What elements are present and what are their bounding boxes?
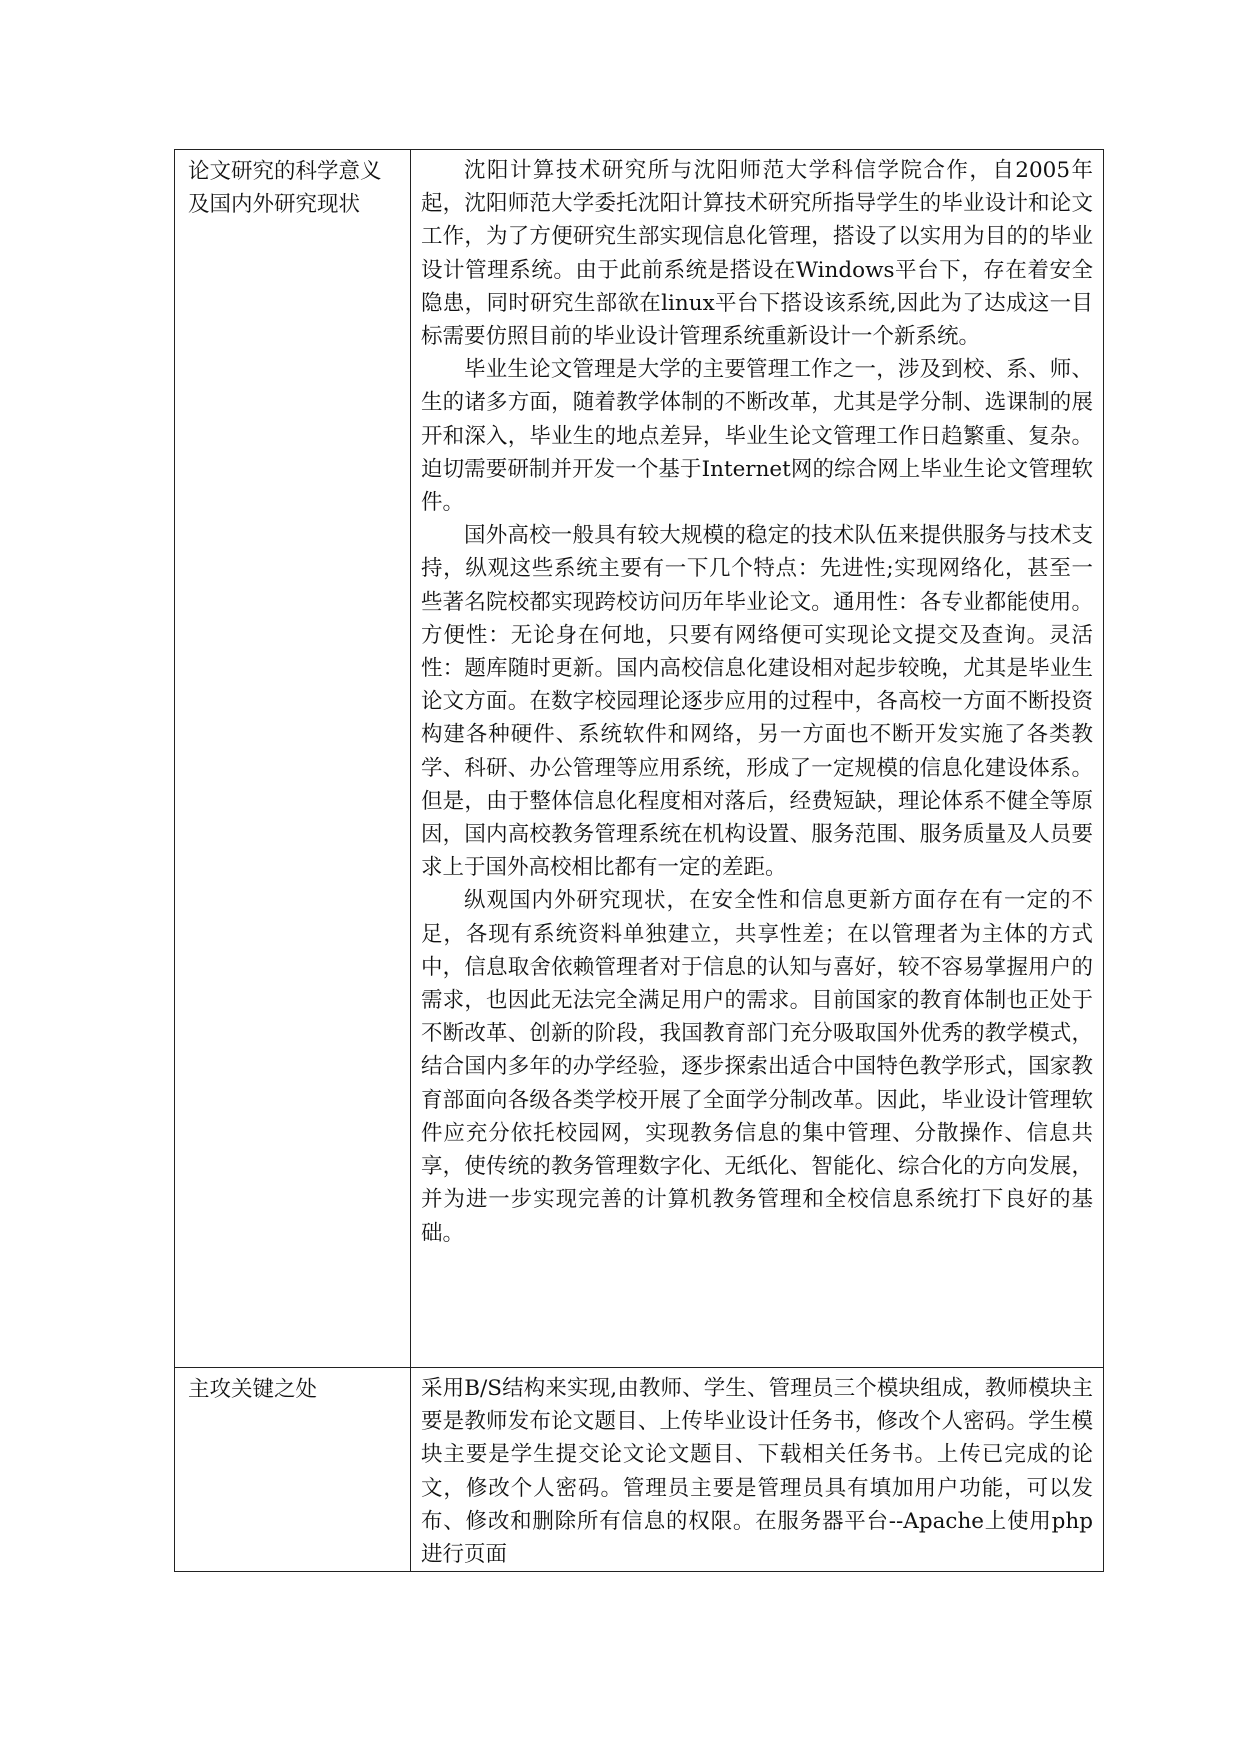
row-label-cell — [175, 150, 411, 1368]
paragraph: 国外高校一般具有较大规模的稳定的技术队伍来提供服务与技术支持，纵观这些系统主要有一下几个特点：先进性;实现网络化，甚至一些著名院校都实现跨校访问历年毕业论文。通用性：各专业都能使用。方便性：无论身在何地，只要有网络便可实现论文提交及查询。灵活性：题库随时更新。国内高校信息化建设相对起步较晚，尤其是毕业生论文方面。在数字校园理论逐步应用的过程中，各高校一方面不断投资构建各种硬件、系统软件和网络，另一方面也不断开发实施了各类教学、科研、办公管理等应用系统，形成了一定规模的信息化建设体系。但是，由于整体信息化程度相对落后，经费短缺，理论体系不健全等原因，国内高校教务管理系统在机构设置、服务范围、服务质量及人员要求上于国外高校相比都有一定的差距。 — [421, 523, 1093, 881]
paragraph: 采用B/S结构来实现,由教师、学生、管理员三个模块组成，教师模块主要是教师发布论文题目、上传毕业设计任务书，修改个人密码。学生模块主要是学生提交论文论文题目、下载相关任务书。上传已完成的论文，修改个人密码。管理员主要是管理员具有填加用户功能，可以发布、修改和删除所有信息的权限。在服务器平台--Apache上使用php进行页面 — [421, 1376, 1093, 1568]
paragraph: 纵观国内外研究现状，在安全性和信息更新方面存在有一定的不足，各现有系统资料单独建立，共享性差；在以管理者为主体的方式中，信息取舍依赖管理者对于信息的认知与喜好，较不容易掌握用户的需求，也因此无法完全满足用户的需求。目前国家的教育体制也正处于不断改革、创新的阶段，我国教育部门充分吸取国外优秀的教学模式，结合国内多年的办学经验，逐步探索出适合中国特色教学形式，国家教育部面向各级各类学校开展了全面学分制改革。因此，毕业设计管理软件应充分依托校园网，实现教务信息的集中管理、分散操作、信息共享，使传统的教务管理数字化、无纸化、智能化、综合化的方向发展，并为进一步实现完善的计算机教务管理和全校信息系统打下良好的基础。 — [421, 888, 1093, 1246]
row-label-cell — [175, 1368, 411, 1572]
table-row-research-significance — [175, 150, 1104, 1368]
row-label: 论文研究的科学意义及国内外研究现状 — [188, 159, 382, 217]
row-label: 主攻关键之处 — [188, 1377, 318, 1402]
table-row-key-points — [175, 1368, 1104, 1572]
paragraph: 毕业生论文管理是大学的主要管理工作之一，涉及到校、系、师、生的诸多方面，随着教学体制的不断改革，尤其是学分制、选课制的展开和深入，毕业生的地点差异，毕业生论文管理工作日趋繁重、复杂。迫切需要研制并开发一个基于Internet网的综合网上毕业生论文管理软件。 — [421, 357, 1093, 516]
row-content-cell — [411, 1368, 1104, 1572]
row-content-cell — [411, 150, 1104, 1368]
proposal-table — [174, 149, 1104, 1572]
paragraph: 沈阳计算技术研究所与沈阳师范大学科信学院合作，自2005年起，沈阳师范大学委托沈阳计算技术研究所指导学生的毕业设计和论文工作，为了方便研究生部实现信息化管理，搭设了以实用为目的的毕业设计管理系统。由于此前系统是搭设在Windows平台下，存在着安全隐患，同时研究生部欲在linux平台下搭设该系统,因此为了达成这一目标需要仿照目前的毕业设计管理系统重新设计一个新系统。 — [421, 158, 1093, 350]
